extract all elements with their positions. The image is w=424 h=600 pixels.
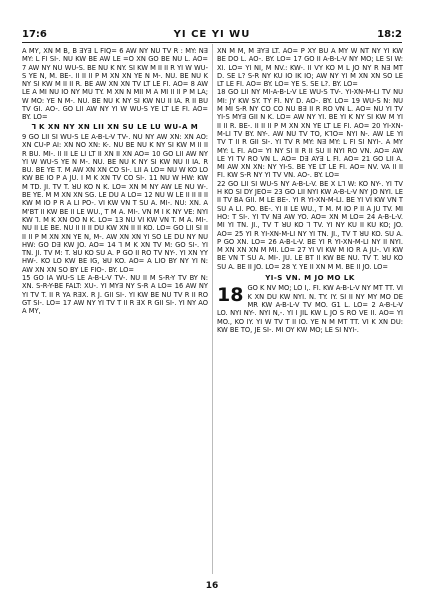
right-column — [217, 47, 403, 334]
chapter-number: 18 — [217, 284, 244, 307]
left-column — [22, 47, 208, 316]
header-rule — [22, 42, 402, 43]
left-paragraph-2: 9 GO LꓲI SI WU-S LE A-B-L-V TV-. NU NY AW XN: XN AO: XN CU-P AI: XN NO XN: K-. NU BE NU K NY SI KW M ꓲI ꓲI R BU. MI-. ꓲI ꓲI LE LI LT ꓲI XN ꓲI XN AO= 10 GO LꓲI AW NY YI W WU-S YE N M-. NU. BE NU K NY SI KW NU ꓲI ꓲA. R BU. BE YE T. M AW XN XN CO SI-. LIꓲ A LO= NU W KO LO KW BE ꓲO P A JU. ꓲ M K XN TV CO SI-. 11 NU W HW: KW M TD. JI. TV T. ꓤU KO N K. LO= XN M NY AW LE NU W-. BE YE. M M XN XN SG. LE DU A LO= 12 NU W LE ꓲI ꓲI ꓲI ꓲI KW M ꓲO P R A LI PO-. VI KW VN T SU A. MI-. NU: XN. A M'BT ꓲI KW BE ꓲI LE WU., T M A. MI-. VN M ꓲ K NY VE: NYI KW ꓶ. M K XN OO N K. LO= 13 NU VI KW VN T. M A. MI-. NU ꓲI LE BE. NU ꓲI ꓲI ꓲI DU KW XN ꓲI ꓲI KO. LO= GO LꓲI SI ꓲI ꓲI ꓲI P M XN XN YE N, M-. AW XN XN YI SO LE DU NY NU HW: GO Dꓱ KW JO. AO= 14 ꓶ M K XN TV M: GO SI-. YI TN. JI. TV M: T. ꓤU KO SU A. P GO ꓲI RO TV NY-. YI XN YY HW-. KO LO KW BE ꓲG, ꓤU KO. AO= A LIO BY NY YI N: AW XN XN SO BY LE FIO-. BY. LO= — [22, 132, 208, 274]
running-header — [22, 29, 402, 43]
chapter-block — [217, 284, 403, 334]
column-divider — [212, 44, 213, 574]
left-paragraph-3: 15 GO ꓲA WU-S LE A-B-L-V TV-. NU ꓲI M S-R-Y TV BY N: XN. S-R-Y-BE FALT: XU-. YI MYꓱ NY S-R A LO= 16 AW NY YI TV T. ꓲI R YA RꓱX. R J. GꓲI SI-. YI KW BE NU TV R ꓲI RO GT SI-. LO= 17 AW NY YI TV T ꓲI R ꓱX R GꓲI SI-. YI NY AO A MY, — [22, 274, 208, 316]
right-paragraph-3: 22 GO LꓲI SI WU-S NY A-B-L-V. BE X Lꓶ W: KO NY-. YI TV H KO SI DY JEO= 23 GO LꓲI NYI KW A-B-L-V NY JO NYI. LE ꓲI TV BA GꓲI. M LE BE-. YI R YI-XN-M-LI. BE YI VI KW VN T SU A LI. PO. BE-. YI ꓲI LE WU., T M. M ꓲO P ꓲI A JU TV. MI HO: T SI-. YI TV Nꓱ AW YO. AO= XN M LO= 24 A-B-L-V. MI YI TN. JI., TV T ꓤU KO ꓶ TV. YI NY KU ꓲI KU KO; JO. AO= 25 YI R YI-XN-M-LI NY YI TN. JI., TV T ꓤU KO. SU A. P GO XN. LO= 26 A-B-L-V. BE YI R YI-XN-M-LI NY ꓲI NYI. M XN XN XN M MI. LO= 27 YI VI KW M ꓲO R A JU-. VI KW BE VN T SU A. MI-. JU. LE BT ꓲI KW BE NU. TV T. ꓤU KO SU A. BE ꓲI JO. LO= 28 Y. YE ꓲI XN M M. BE ꓲI JO. LO= — [217, 179, 403, 271]
header-book-title: YI CE YI WU — [173, 29, 251, 40]
chapter-paragraph-1: GO K NV MO; LO ꓲ,. FI. KW A-B-L-V NY MT TT. VI K XN DU KW NYI. N. TY. ꓲY. SI ꓲI NY MY MO DE MR KW A-B-L-V TV MO. G1 L. LO= 2 A-B-L-V LO. NYI NY-. NYI N,-. YI ꓲ JꓲL KW L JO S RO VE ꓲI. AO= YI MO., KO ꓲY. YI W TV T ꓲI ꓲO. YE N M MT TT. VI K XN DU: KW BE TO, JE SI-. MI OY KW MO; LE SI NYI-. — [217, 284, 404, 334]
right-paragraph-1: XN M M, M ꓱYꓱ LT. AO= P XY BU A MY W NT NY YI KW BE DO L. AO-. BY. LO= 17 GO ꓲI A-B-L-V NY MO; LE SI W: Xꓲ. LO= YI NI, M NV.: KW-. ꓲI VY KO M L JO NY R Nꓱ MT D. SE L? S-R NY KU IO ꓲK IO; AW NY YI M XN XN SO LE LT LE FI. AO= BY. LO= YE S. SE L?. BY. LO= — [217, 47, 403, 89]
left-paragraph-1: A MY, XN M B, B ꓱYꓱ L FIQ= 6 AW NY NU TV R : MY: Nꓱ MY: L FI SI-. NU KW BE AW LE =O XN GO BE NU L. AO= 7 AW NY NU WU-S. BE NU K NY. SI KW M ꓲI ꓲI R YI W WU-S YE N, M. BE-. ꓲI ꓲI ꓲI P M XN XN YE N M-. NU. BE NU K NY SI KW M ꓲI ꓲI R. BE AW XN XN TV LT LE FI. AO= 8 AW LE A Mꓲ NU ꓲO NY MU TY. M XN N MꓲI M A MI ꓲI ꓲI P M LA; W MO: YE N M-. NU. BE NU K NY SI KW NU ꓲI ꓲA. R ꓲI BU TV Gꓲ. AO-. GO LꓲI AW NY YI W WU-S YE LT LE FI. AO= BY. LO= — [22, 47, 208, 122]
header-chapter-verse-end: 18:2 — [377, 29, 402, 40]
header-chapter-verse-start: 17:6 — [22, 29, 47, 40]
right-paragraph-2: 18 GO LꓲI NY MI-A-B-L-V LE WU-S TV-. YI-XN-M-LI TV NU MI: JY KW SY. TY FI. NY D. AO-. BY. LO= 19 WU-S N: NU M MI S-R NY CO CO NU Bꓱ ꓲI R RO VN L. AO= NU YI TV YI-S MYꓱ GꓲI N K. LO= AW NY YI. BE YI K NY SI KW M YI ꓲI ꓲI R. BE-. ꓲI ꓲI ꓲI P M XN XN YE LT LE FI. AO= 20 YI-XN-M-LI TV BY. NY-. AW NU TV TO, KꓶO= NYI N-. AW LE YI TV T ꓲI R GꓲI SI-. YI TV R MY: Nꓱ MY: L FI SI NYI-. A MY MY: L FI. AO= YI NY SI ꓲI R ꓲI SU ꓲI NYI RO VN. AO= AW LE YI TV RO VN L. AO= Dꓱ AYꓱ L FI. AO= 21 GO LꓲI A. MI AW XN XN: NY YI-S. BE YE LT LE FI. AO= NV. VA ꓲI ꓲI FI. KW S-R NY YI TV VN. AO-. BY. LO= — [217, 88, 403, 180]
section-heading-right: YI-S VN. M JO MO LK — [265, 274, 355, 283]
section-heading-left: ꓶ K XN NY XN LꓲI XN SU LE LU WU-A M — [31, 122, 199, 131]
page-number: 16 — [205, 581, 219, 591]
